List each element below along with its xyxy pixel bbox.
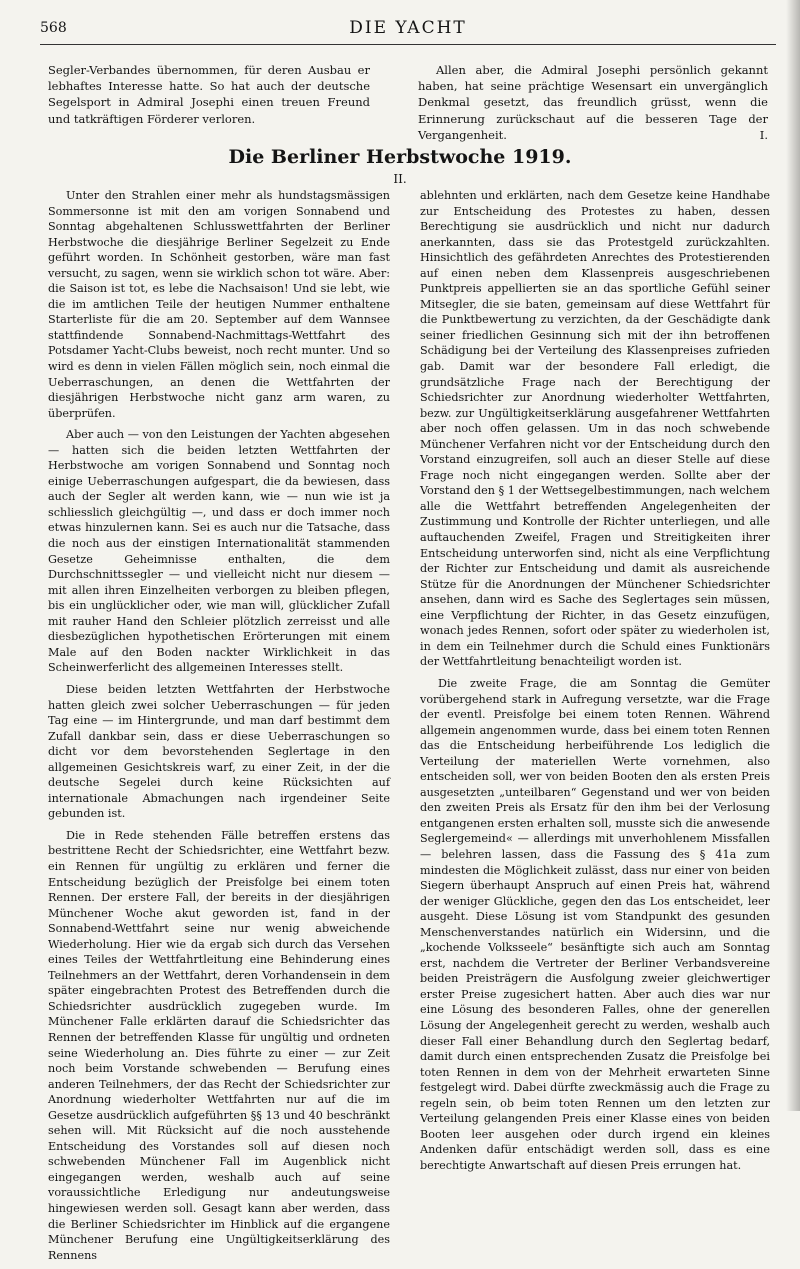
- article-paragraph: Unter den Strahlen einer mehr als hundstagsmässigen Sommersonne ist mit den am vorigen Sonnabend und Sonntag abgehaltenen Schlusswettfahrten der Berliner Herbstwoche die diesjährige Berliner Segelzeit zu Ende geführt worden. In Schönheit gestorben, wäre man fast versucht, zu sagen, wenn sie wirklich schon tot wäre. Aber: die Saison ist tot, es lebe die Nachsaison! Und sie lebt, wie die im amtlichen Teile der heutigen Nummer enthaltene Starterliste für die am 20. September auf dem Wannsee stattfindende Sonnabend-Nachmittags-Wettfahrt des Potsdamer Yacht-Clubs beweist, noch recht munter. Und so wird es denn in vielen Fällen möglich sein, noch einmal die Ueberraschungen, an denen die Wettfahrten der diesjährigen Herbstwoche nicht ganz arm waren, zu überprüfen.: [48, 189, 390, 420]
- article-part-number: II.: [393, 172, 407, 186]
- article-paragraph: Aber auch — von den Leistungen der Yachten abgesehen — hatten sich die beiden letzten Wettfahrten der Herbstwoche am vorigen Sonnabend und Sonntag noch einige Ueberraschungen aufgespart, die da bewiesen, dass auch der Segler alt werden kann, wie — nun wie ist ja schliesslich gleichgültig —, und dass er doch immer noch etwas hinzulernen kann. Sei es auch nur die Tatsache, dass die noch aus der einstigen Internationalität stammenden Gesetze Geheimnisse enthalten, die dem Durchschnittssegler — und vielleicht nicht nur diesem — mit allen ihren Einzelheiten verborgen zu bleiben pflegen, bis ein unglücklicher oder, wie man will, glücklicher Zufall mit rauher Hand den Schleier plötzlich zerreisst und alle diesbezüglichen hypothetischen Erörterungen mit einem Male auf den Boden nackter Wirklichkeit in das Scheinwerferlicht des allgemeinen Interesses stellt.: [48, 428, 390, 675]
- article-column-left: [48, 188, 390, 1269]
- article-paragraph: Die zweite Frage, die am Sonntag die Gemüter vorübergehend stark in Aufregung versetzte, war die Frage der eventl. Preisfolge bei einem toten Rennen. Während allgemein angenommen wurde, dass bei einem toten Rennen das die Entscheidung herbeiführende Los lediglich die Verteilung der materiellen Werte vornehmen, also entscheiden soll, wer von beiden Booten den als ersten Preis ausgesetzten „unteilbaren“ Gegenstand und wer von beiden den zweiten Preis als Ersatz für den ihm bei der Verlosung entgangenen ersten erhalten soll, musste sich die anwesende Seglergemeind« — allerdings mit unverhohlenem Missfallen — belehren lassen, dass die Fassung des § 41a zum mindesten die Möglichkeit zulässt, dass nur einer von beiden Siegern überhaupt Anspruch auf einen Preis hat, während der weniger Glückliche, gegen den das Los entscheidet, leer ausgeht. Diese Lösung ist vom Standpunkt des gesunden Menschenverstandes natürlich ein Widersinn, und die „kochende Volksseele“ besänftigte sich auch am Sonntag erst, nachdem die Vertreter der Berliner Verbandsvereine beiden Preisträgern die Ausfolgung zweier gleichwertiger erster Preise zugesichert hatten. Aber auch dies war nur eine Lösung des besonderen Falles, ohne der generellen Lösung der Angelegenheit gerecht zu werden, weshalb auch dieser Fall einer Behandlung durch den Seglertag bedarf, damit durch einen entsprechenden Zusatz die Preisfolge bei toten Rennen in dem von der Mehrheit erwarteten Sinne festgelegt wird. Dabei dürfte zweckmässig auch die Frage zu regeln sein, ob beim toten Rennen um den letzten zur Verteilung gelangenden Preis einer Klasse eines von beiden Booten leer ausgehen oder durch irgend ein kleines Andenken dafür entschädigt werden soll, dass es eine berechtigte Anwartschaft auf diesen Preis errungen hat.: [420, 676, 771, 1172]
- previous-article-paragraph: [418, 62, 768, 143]
- page-number: 568: [40, 20, 67, 36]
- header-rule: [40, 44, 776, 45]
- previous-article-paragraph: Segler-Verbandes übernommen, für deren Ausbau er lebhaftes Interesse hatte. So hat auch der deutsche Segelsport in Admiral Josephi einen treuen Freund und tatkräftigen Förderer verloren.: [48, 63, 370, 126]
- author-signature: I.: [759, 127, 768, 142]
- page-header: [40, 18, 776, 42]
- article-paragraph: ablehnten und erklärten, nach dem Gesetze keine Handhabe zur Entscheidung des Protestes zu haben, dessen Berechtigung sie ausdrücklich und nicht nur dadurch anerkannten, dass sie das Protestgeld zurückzahlten. Hinsichtlich des gefährdeten Anrechtes des Protestierenden auf einen neben dem Klassenpreis ausgeschriebenen Punktpreis appellierten sie an das sportliche Gefühl seiner Mitsegler, die sie baten, gemeinsam auf diese Wettfahrt für die Punktbewertung zu verzichten, da der Geschädigte dank seiner friedlichen Gesinnung sich mit der ihn betroffenen Schädigung bei der Verteilung des Klassenpreises zufrieden gab. Damit war der besondere Fall erledigt, die grundsätzliche Frage nach der Berechtigung der Schiedsrichter zur Anordnung wiederholter Wettfahrten, bezw. zur Ungültigkeitserklärung ausgefahrener Wettfahrten aber noch offen gelassen. Um in das noch schwebende Münchener Verfahren nicht vor der Entscheidung durch den Vorstand einzugreifen, soll auch an dieser Stelle auf diese Frage noch nicht eingegangen werden. Sollte aber der Vorstand den § 1 der Wettsegelbestimmungen, nach welchem alle die Wettfahrt betreffenden Angelegenheiten der Zustimmung und Kontrolle der Richter unterliegen, und alle auftauchenden Zweifel, Fragen und Streitigkeiten ihrer Entscheidung unterworfen sind, nicht als eine Verpflichtung der Richter zur Entscheidung und damit als ausreichende Stütze für die Anordnungen der Münchener Schiedsrichter ansehen, dann wird es Sache des Seglertages sein müssen, eine Verpflichtung der Richter, in das Gesetz einzufügen, wonach jedes Rennen, sofort oder später zu wiederholen ist, in dem ein Teilnehmer durch die Schuld eines Funktionärs der Wettfahrtleitung benachteiligt worden ist.: [420, 189, 770, 669]
- scan-gutter-shadow: [786, 0, 800, 1111]
- journal-title: DIE YACHT: [349, 18, 467, 38]
- previous-article-end-right: [418, 62, 768, 149]
- article-column-right: [420, 188, 770, 1179]
- previous-article-text: Allen aber, die Admiral Josephi persönlich gekannt haben, hat seine prächtige Wesensart ein unvergänglich Denkmal gesetzt, das freundlich grüsst, wenn die Erinnerung zurückschaut auf die besseren Tage der Vergangenheit.: [418, 63, 768, 142]
- previous-article-end-left: [48, 62, 370, 133]
- article-paragraph: Die in Rede stehenden Fälle betreffen erstens das bestrittene Recht der Schiedsrichter, eine Wettfahrt bezw. ein Rennen für ungültig zu erklären und ferner die Entscheidung bezüglich der Preisfolge bei einem toten Rennen. Der erstere Fall, der bereits in der diesjährigen Münchener Woche akut geworden ist, fand in der Sonnabend-Wettfahrt seine nur wenig abweichende Wiederholung. Hier wie da ergab sich durch das Versehen eines Teiles der Wettfahrtleitung eine Behinderung eines Teilnehmers an der Wettfahrt, deren Vorhandensein in dem später eingebrachten Protest des Betreffenden durch die Schiedsrichter ausdrücklich zugegeben wurde. Im Münchener Falle erklärten darauf die Schiedsrichter das Rennen der betreffenden Klasse für ungültig und ordneten seine Wiederholung an. Dies führte zu einer — zur Zeit noch beim Vorstande schwebenden — Berufung eines anderen Teilnehmers, der das Recht der Schiedsrichter zur Anordnung wiederholter Wettfahrten nur auf die im Gesetze ausdrücklich aufgeführten §§ 13 und 40 beschränkt sehen will. Mit Rücksicht auf die noch ausstehende Entscheidung des Vorstandes soll auf diesen noch schwebenden Münchener Fall im Augenblick nicht eingegangen werden, weshalb auch auf seine voraussichtliche Erledigung nur andeutungsweise hingewiesen werden soll. Gesagt kann aber werden, dass die Berliner Schiedsrichter im Hinblick auf die ergangene Münchener Berufung eine Ungültigkeitserklärung des Rennens: [48, 828, 390, 1262]
- article-paragraph: Diese beiden letzten Wettfahrten der Herbstwoche hatten gleich zwei solcher Ueberraschungen — für jeden Tag eine — im Hintergrunde, und man darf bestimmt dem Zufall dankbar sein, dass er diese Ueberraschungen so dicht vor dem bevorstehenden Seglertage in den allgemeinen Gesichtskreis warf, zu einer Zeit, in der die deutsche Segelei durch keine Rücksichten auf internationale Abmachungen nach irgendeiner Seite gebunden ist.: [48, 682, 390, 821]
- article-title: Die Berliner Herbstwoche 1919.: [228, 146, 572, 168]
